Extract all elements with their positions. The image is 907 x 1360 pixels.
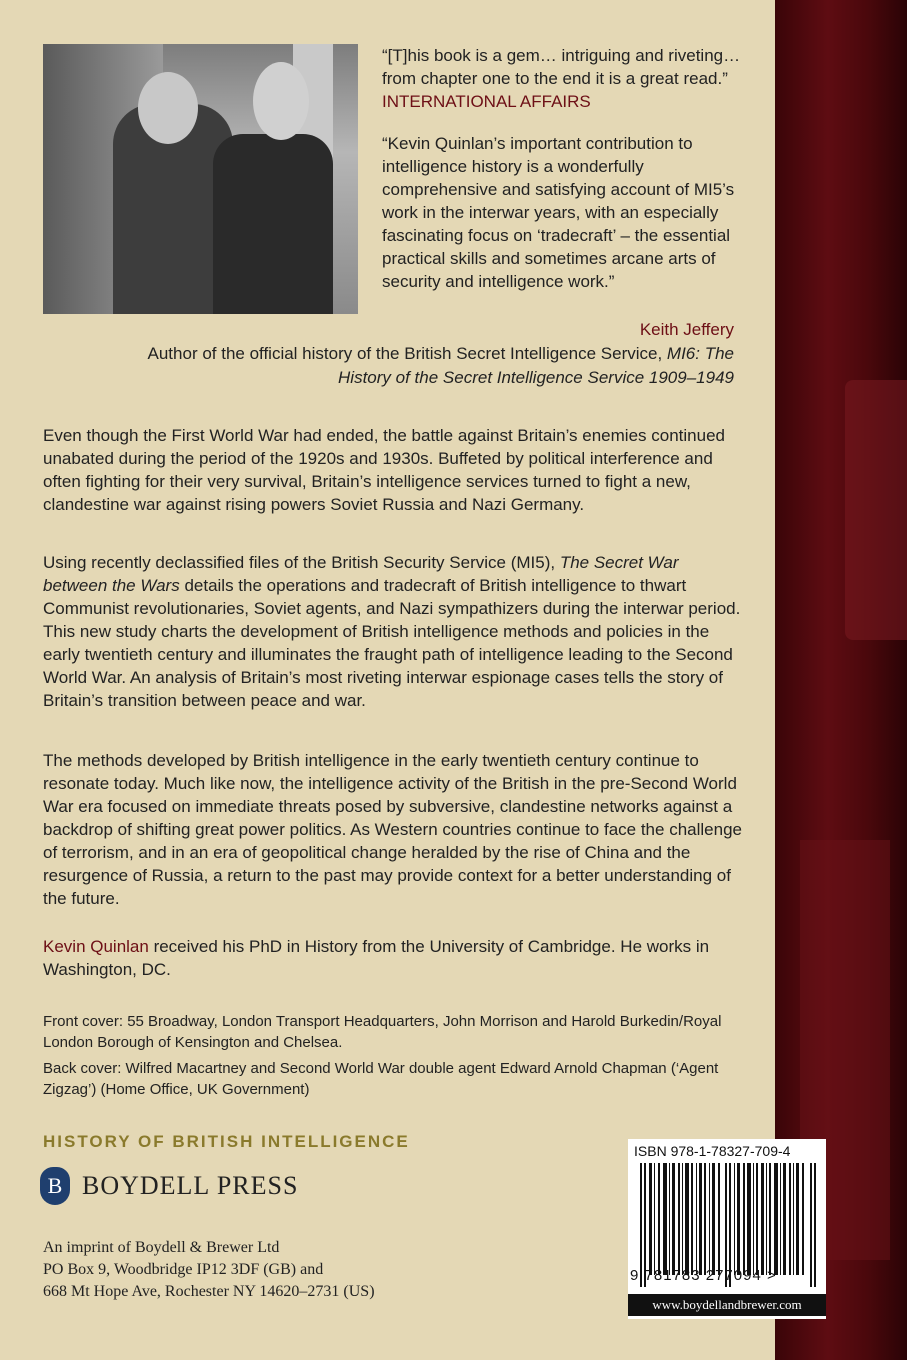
publisher-website-link[interactable]: www.boydellandbrewer.com — [628, 1294, 826, 1316]
author-desc-text: Author of the official history of the British Secret Intelligence Service, — [147, 344, 667, 363]
quote-1-source: INTERNATIONAL AFFAIRS — [382, 92, 591, 111]
spine-detail — [845, 380, 907, 640]
barcode-digits: 9 781783 277094 > — [630, 1267, 777, 1284]
isbn-number: ISBN 978-1-78327-709-4 — [634, 1143, 791, 1159]
publisher-logo — [40, 1167, 340, 1207]
quote-2-author: Keith Jeffery — [639, 320, 734, 339]
p2-rest: details the operations and tradecraft of British intelligence to thwart Communist revolutionaries, Soviet agents, and Nazi sympathizers during the interwar period. This new study charts the development of British intelligence methods and policies in the early twentieth century and illuminates the fraught path of intelligence leading to the Second World War. An analysis of Britain’s most riveting interwar espionage cases tells the story of Britain’s transition between peace and war. — [43, 576, 741, 710]
quote-2-author-description — [94, 342, 734, 390]
p2-intro: Using recently declassified files of the British Security Service (MI5), — [43, 553, 560, 572]
review-quote-2: “Kevin Quinlan’s important contribution to intelligence history is a wonderfully comprehensive and satisfying account of MI5’s work in the interwar years, with an especially fascinating focus on ‘tradecraft’ – the essential practical skills and sometimes arcane arts of security and intelligence work.” — [382, 134, 735, 291]
photo-head-left — [138, 72, 198, 144]
imprint-line-3: 668 Mt Hope Ave, Rochester NY 14620–2731 (US) — [43, 1283, 375, 1300]
boydell-shield-icon: B — [40, 1167, 70, 1205]
imprint-line-1: An imprint of Boydell & Brewer Ltd — [43, 1239, 280, 1256]
quote-1-text: “[T]his book is a gem… intriguing and riveting… from chapter one to the end it is a great read.” — [382, 46, 741, 88]
back-cover-credit: Back cover: Wilfred Macartney and Second World War double agent Edward Arnold Chapman (‘Agent Zigzag’) (Home Office, UK Government) — [43, 1060, 719, 1098]
blurb-paragraph-3: The methods developed by British intelligence in the early twentieth century continue to resonate today. Much like now, the intelligence activity of the British in the pre-Second World War era focused on immediate threats posed by subversive, clandestine networks against a backdrop of shifting great power politics. As Western countries continue to face the challenge of terrorism, and in an era of geopolitical change heralded by the rise of China and the resurgence of Russia, a return to the past may provide context for a better understanding of the future. — [43, 751, 742, 908]
publisher-name: BOYDELL PRESS — [82, 1171, 299, 1200]
author-bio-text: received his PhD in History from the University of Cambridge. He works in Washington, DC. — [43, 937, 710, 979]
book-title: The Secret War between the Wars — [43, 553, 679, 595]
review-quote-1 — [382, 44, 742, 113]
isbn-barcode — [628, 1139, 826, 1319]
photo-figure-right — [213, 134, 333, 314]
author-book-title: MI6: The History of the Secret Intelligence Service 1909–1949 — [338, 344, 734, 387]
author-name: Kevin Quinlan — [43, 937, 149, 956]
publisher-imprint — [43, 1237, 443, 1303]
imprint-line-2: PO Box 9, Woodbridge IP12 3DF (GB) and — [43, 1261, 324, 1278]
blurb-paragraph-2 — [43, 551, 743, 712]
back-cover-photo — [43, 44, 358, 314]
photo-head-right — [253, 62, 309, 140]
blurb-paragraph-1: Even though the First World War had ended, the battle against Britain’s enemies continued unabated during the period of the 1920s and 1930s. Buffeted by political interference and often fighting for their very survival, Britain’s intelligence services turned to fight a new, clandestine war against rising powers Soviet Russia and Nazi Germany. — [43, 426, 725, 514]
series-title: HISTORY OF BRITISH INTELLIGENCE — [43, 1132, 410, 1151]
front-cover-credit: Front cover: 55 Broadway, London Transport Headquarters, John Morrison and Harold Burkedin/Royal London Borough of Kensington and Chelsea. — [43, 1013, 722, 1051]
author-bio — [43, 935, 743, 981]
